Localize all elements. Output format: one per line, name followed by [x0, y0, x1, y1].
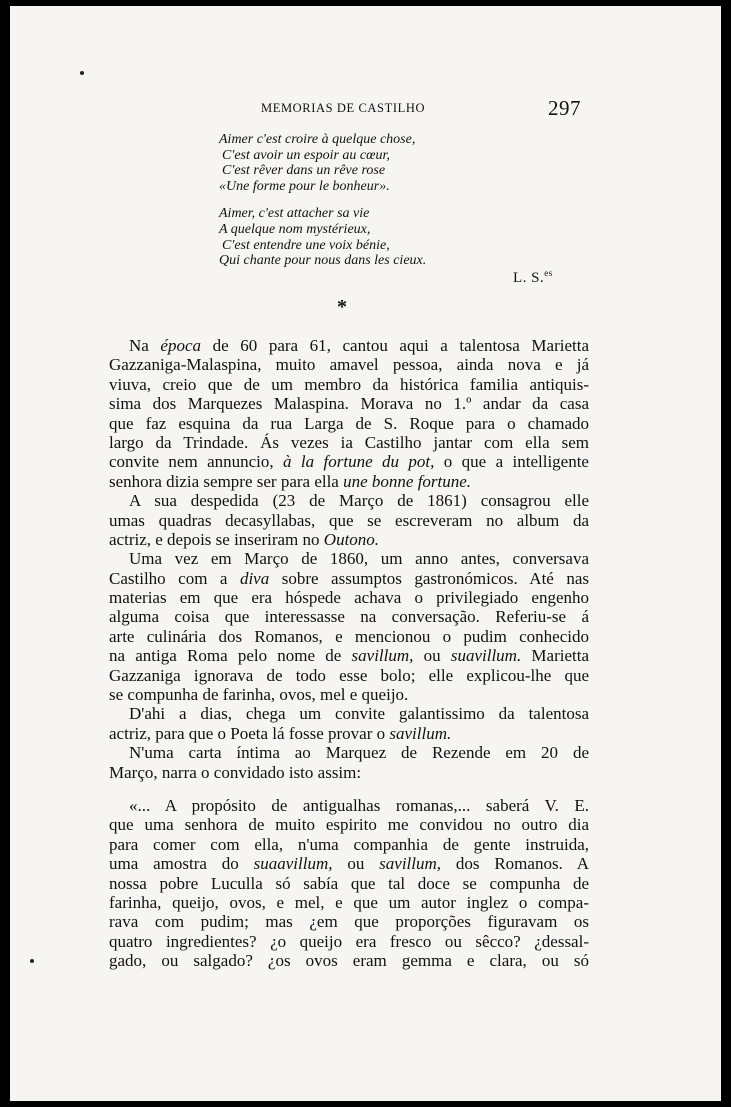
quoted-letter [109, 796, 589, 971]
body-text [109, 336, 589, 971]
italic-text: à la fortune du pot, [283, 452, 435, 472]
italic-text: suaavillum, [253, 854, 333, 874]
text-line: farinha, queijo, ovos, e mel, e que um autor inglez o compa- [109, 892, 589, 912]
text-line: alguma coisa que interessasse na conversação. Referiu-se á [109, 607, 589, 627]
text-line: gado, ou salgado? ¿os ovos eram gemma e clara, ou só [109, 951, 589, 971]
text-line: nossa pobre Luculla só sabía que tal doce se compunha de [109, 873, 589, 893]
text-line: D'ahi a dias, chega um convite galantissimo da talentosa [129, 704, 589, 724]
text-line: umas quadras decasyllabas, que se escreveram no album da [109, 510, 589, 530]
book-page [10, 6, 721, 1101]
text-line: Castilho com a diva sobre assumptos gastronómicos. Até nas [109, 568, 589, 588]
text-line: Gazzaniga-Malaspina, muito amavel pessoa, ainda nova e já [109, 355, 589, 375]
text-line: convite nem annuncio, à la fortune du pot, o que a intelligente [109, 452, 589, 472]
text-line: rava com pudim; mas ¿em que proporções figuravam os [109, 912, 589, 932]
text-line: que uma senhora de muito espirito me convidou no outro dia [109, 815, 589, 835]
poem-line: C'est entendre une voix bénie, [222, 237, 390, 253]
italic-text: savillum, [351, 646, 414, 666]
text-line: Na época de 60 para 61, cantou aqui a talentosa Marietta [129, 336, 589, 355]
page-number: 297 [548, 96, 581, 120]
poem-line: A quelque nom mystérieux, [219, 221, 371, 237]
text-line: na antiga Roma pelo nome de savillum, ou suavillum. Marietta [109, 646, 589, 666]
poem-line: «Une forme pour le bonheur». [219, 178, 390, 194]
poem-signature [513, 270, 553, 287]
text-line: N'uma carta íntima ao Marquez de Rezende em 20 de [129, 743, 589, 763]
text-line: Uma vez em Março de 1860, um anno antes, conversava [129, 549, 589, 569]
poem-line: Aimer, c'est attacher sa vie [219, 206, 370, 222]
text-line: «... A propósito de antigualhas romanas,... saberá V. E. [129, 795, 589, 815]
text-line: largo da Trindade. Ás vezes ia Castilho jantar com ella sem [109, 432, 589, 452]
page-header [10, 98, 721, 122]
poem-line: C'est avoir un espoir au cœur, [222, 147, 390, 163]
italic-text: diva [239, 568, 270, 588]
section-separator: * [337, 296, 347, 318]
poem-stanza [219, 206, 579, 268]
poem [219, 132, 579, 269]
signature-superscript: es [544, 268, 553, 278]
paragraph [109, 491, 589, 549]
text-line: Gazzaniga ignorava de todo esse bolo; elle explicou-lhe que [109, 665, 589, 685]
text-line: para comer com ella, n'uma companhia de gente instruida, [109, 834, 589, 854]
italic-text: savillum, [379, 854, 442, 874]
poem-line: Aimer c'est croire à quelque chose, [219, 132, 416, 147]
paragraph [109, 743, 589, 782]
italic-text: une bonne fortune. [343, 471, 472, 491]
text-line: sima dos Marquezes Malaspina. Morava no 1.º andar da casa [109, 394, 589, 414]
poem-stanza [219, 132, 579, 194]
text-line: se compunha de farinha, ovos, mel e queijo. [109, 685, 409, 705]
text-line: materias em que era hóspede achava o privilegiado engenho [109, 588, 589, 608]
italic-text: savillum. [389, 723, 452, 743]
text-line: arte culinária dos Romanos, e mencionou o pudim conhecido [109, 626, 589, 646]
text-line: uma amostra do suaavillum, ou savillum, dos Romanos. A [109, 854, 589, 874]
poem-line: Qui chante pour nous dans les cieux. [219, 253, 427, 269]
text-line: viuva, creio que de um membro da histórica familia antiquis- [109, 374, 589, 394]
paragraph [109, 704, 589, 743]
paragraph [109, 336, 589, 491]
text-line: senhora dizia sempre ser para ella une bonne fortune. [109, 471, 472, 491]
ink-speck [30, 959, 34, 963]
text-line: que faz esquina da rua Larga de S. Roque para o chamado [109, 413, 589, 433]
poem-line: C'est rêver dans un rêve rose [222, 163, 386, 179]
text-line: A sua despedida (23 de Março de 1861) consagrou elle [129, 491, 589, 511]
italic-text: Outono. [323, 529, 380, 549]
paragraph [109, 549, 589, 704]
text-line: actriz, para que o Poeta lá fosse provar o savillum. [109, 723, 452, 743]
running-title: MEMORIAS DE CASTILHO [261, 101, 426, 115]
text-line: quatro ingredientes? ¿o queijo era fresco ou sêcco? ¿dessal- [109, 931, 589, 951]
italic-text: época [160, 336, 202, 355]
ink-speck [80, 71, 84, 75]
italic-text: suavillum. [450, 646, 522, 666]
text-line: actriz, e depois se inseriram no Outono. [109, 529, 380, 549]
text-line: Março, narra o convidado isto assim: [109, 762, 362, 782]
signature-text: L. S. [513, 270, 545, 286]
